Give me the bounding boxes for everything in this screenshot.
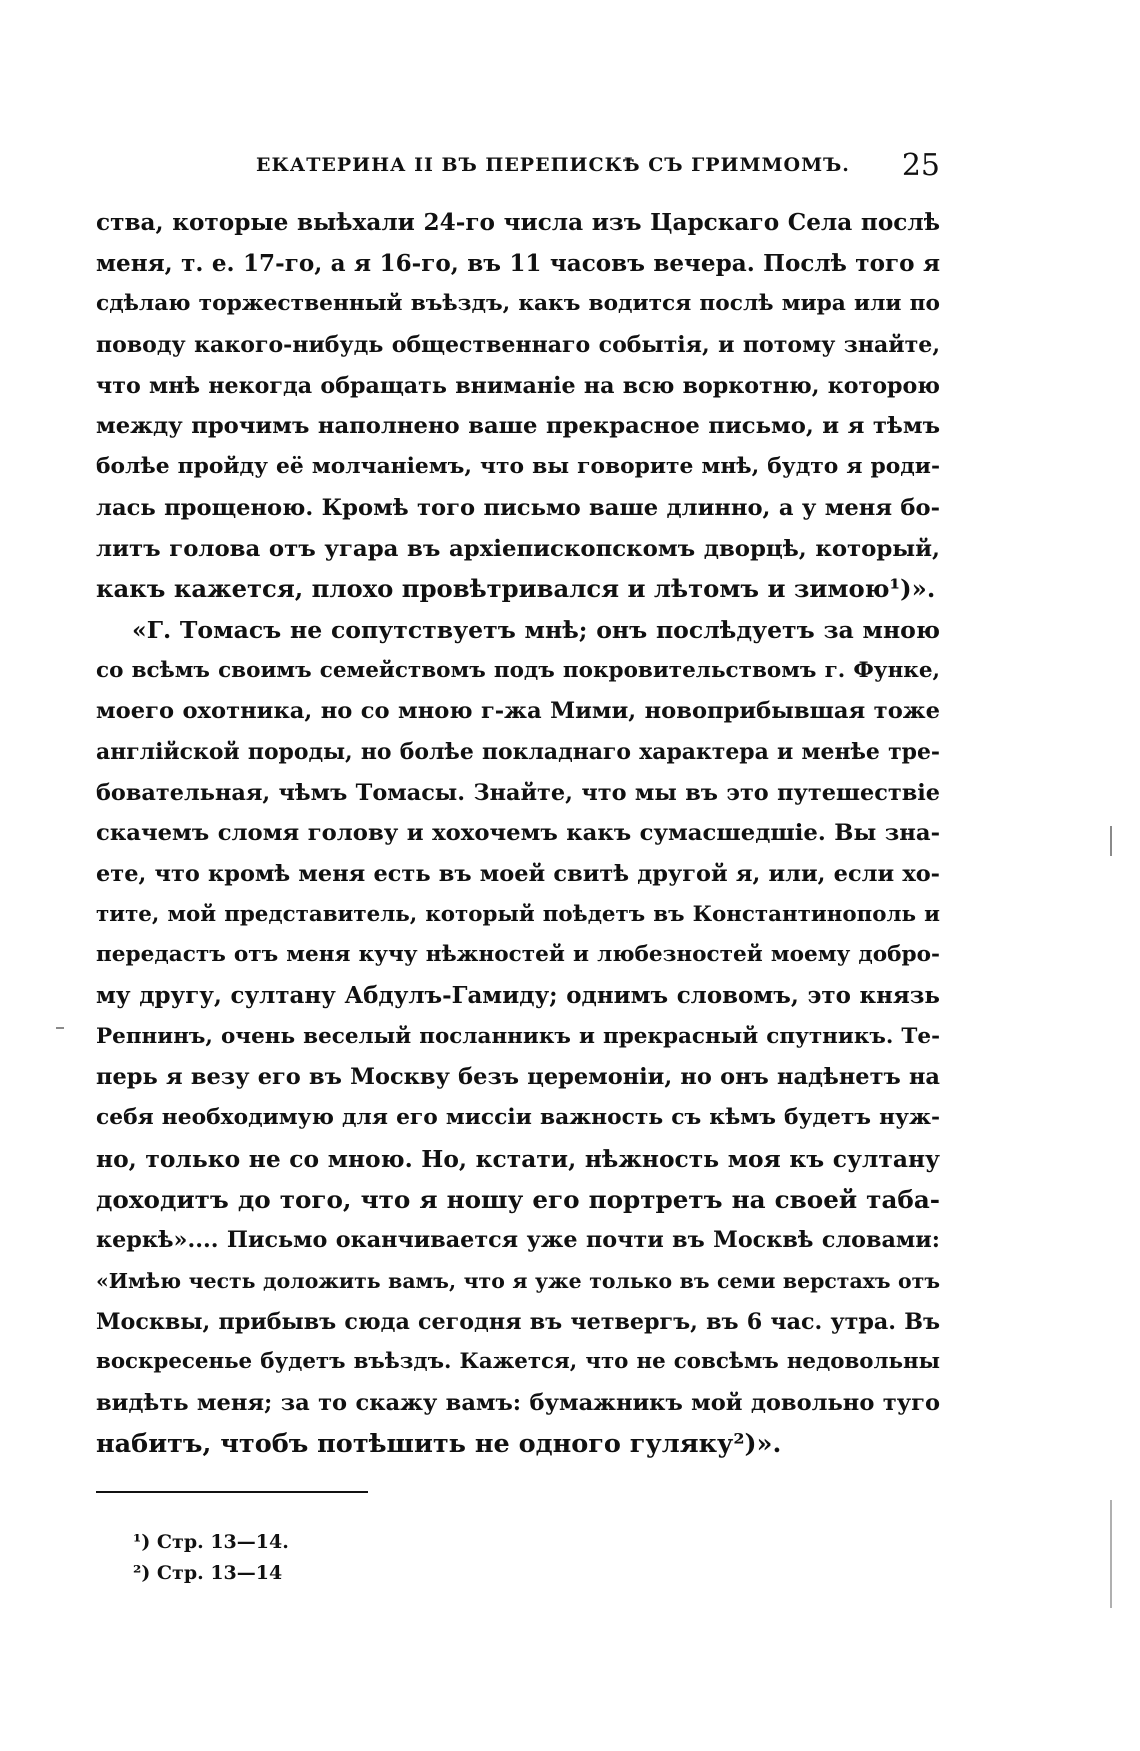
text-line: себя необходимую для его миссіи важность съ кѣмъ будетъ нуж- — [96, 1105, 940, 1131]
footnote-rule — [96, 1491, 368, 1493]
running-title: ЕКАТЕРИНА II ВЪ ПЕРЕПИСКѢ СЪ ГРИММОМЪ. — [256, 154, 850, 176]
footnote: ²) Стр. 13—14 — [133, 1562, 283, 1584]
text-line: ете, что кромѣ меня есть въ моей свитѣ другой я, или, если хо- — [96, 861, 940, 887]
text-line: набитъ, чтобъ потѣшить не одного гуляку²)». — [96, 1428, 782, 1459]
text-line: перь я везу его въ Москву безъ церемоніи, но онъ надѣнетъ на — [96, 1064, 940, 1091]
text-line: му другу, султану Абдулъ-Гамиду; однимъ словомъ, это князь — [96, 982, 940, 1010]
text-line: какъ кажется, плохо провѣтривался и лѣтомъ и зимою¹)». — [96, 574, 936, 604]
text-line: ства, которые выѣхали 24-го числа изъ Царскаго Села послѣ — [96, 209, 940, 236]
margin-mark — [56, 1027, 64, 1029]
text-line: между прочимъ наполнено ваше прекрасное письмо, и я тѣмъ — [96, 413, 940, 440]
footnote: ¹) Стр. 13—14. — [133, 1531, 289, 1553]
text-line: что мнѣ некогда обращать вниманіе на всю воркотню, которою — [96, 372, 940, 399]
text-line: со всѣмъ своимъ семействомъ подъ покровительствомъ г. Функе, — [96, 657, 940, 683]
text-line: керкѣ».... Письмо оканчивается уже почти въ Москвѣ словами: — [96, 1227, 940, 1254]
text-line: англійской породы, но болѣе покладнаго характера и менѣе тре- — [96, 738, 940, 765]
text-line: Москвы, прибывъ сюда сегодня въ четвергъ, въ 6 час. утра. Въ — [96, 1308, 940, 1335]
text-line: меня, т. е. 17-го, а я 16-го, въ 11 часовъ вечера. Послѣ того я — [96, 249, 940, 277]
margin-mark — [1110, 826, 1112, 856]
text-line: бовательная, чѣмъ Томасы. Знайте, что мы въ это путешествіе — [96, 779, 940, 806]
page-number: 25 — [901, 148, 940, 183]
footnotes — [133, 1527, 533, 1589]
text-line: но, только не со мною. Но, кстати, нѣжность моя къ султану — [96, 1144, 940, 1173]
text-line: передастъ отъ меня кучу нѣжностей и любезностей моему добро- — [96, 942, 940, 968]
text-line: сдѣлаю торжественный въѣздъ, какъ водится послѣ мира или по — [96, 291, 940, 317]
text-line: «Г. Томасъ не сопутствуетъ мнѣ; онъ послѣдуетъ за мною — [132, 615, 940, 644]
text-line: болѣе пройду её молчаніемъ, что вы говорите мнѣ, будто я роди- — [96, 454, 940, 480]
text-line: моего охотника, но со мною г-жа Мими, новоприбывшая тоже — [96, 698, 940, 725]
body-text — [96, 203, 940, 1464]
text-line: «Имѣю честь доложить вамъ, что я уже только въ семи верстахъ отъ — [96, 1268, 940, 1293]
text-line: Репнинъ, очень веселый посланникъ и прекрасный спутникъ. Те- — [96, 1023, 940, 1049]
text-line: воскресенье будетъ въѣздъ. Кажется, что не совсѣмъ недовольны — [96, 1349, 940, 1375]
text-line: лась прощеною. Кромѣ того письмо ваше длинно, а у меня бо- — [96, 494, 940, 521]
text-line: литъ голова отъ угара въ архіепископскомъ дворцѣ, который, — [96, 535, 940, 562]
margin-mark — [1110, 1500, 1112, 1608]
text-line: скачемъ сломя голову и хохочемъ какъ сумасшедшіе. Вы зна- — [96, 820, 940, 847]
text-line: тите, мой представитель, который поѣдетъ въ Константинополь и — [96, 901, 940, 927]
page-header — [96, 148, 940, 188]
text-line: видѣть меня; за то скажу вамъ: бумажникъ мой довольно туго — [96, 1389, 940, 1416]
text-line: доходитъ до того, что я ношу его портретъ на своей таба- — [96, 1184, 940, 1214]
text-line: поводу какого-нибудь общественнаго событія, и потому знайте, — [96, 332, 940, 359]
